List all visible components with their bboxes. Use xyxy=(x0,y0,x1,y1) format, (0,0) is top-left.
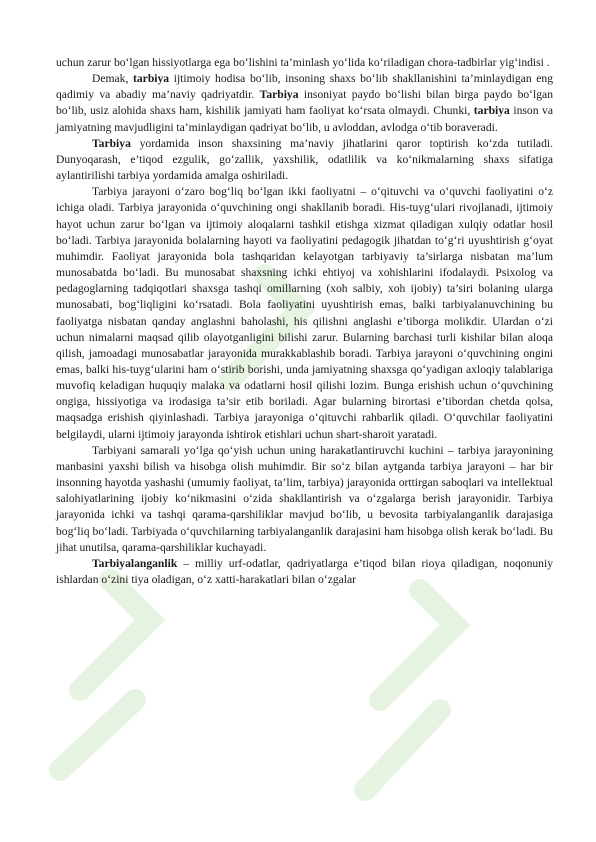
document-body xyxy=(56,55,553,588)
text-run: Demak, xyxy=(92,72,134,86)
paragraph xyxy=(56,136,553,184)
text-run: ijtimoiy hodisa bo‘lib, insoning shaxs bo‘lib shakllanishini ta’minlaydigan eng qadimiy va abadiy ma’naviy qadriyatdir. xyxy=(56,72,554,102)
paragraph xyxy=(56,184,553,443)
text-run: uchun zarur bo‘lgan hissiyotlarga ega bo‘lishini ta’minlash yo‘lida ko‘riladigan chora-tadbirlar yig‘indisi . xyxy=(56,56,550,69)
text-run: Tarbiyani samarali yo‘lga qo‘yish uchun uning harakatlantiruvchi kuchini – tarbiya jarayonining manbasini yaxshi bilish va hisobga olish muhimdir. Bir so‘z bilan aytganda tarbiya jarayoni – har bir insonning hayotda yashashi (umumiy faoliyat, ta’lim, tarbiya) jarayonida orttirgan saboqlari va intellektual salohiyatlarining ijobiy ko‘nikmasini o‘zida shakllantirish va o‘zgalarga berish jarayonidir. Tarbiya jarayonida ichki va tashqi qarama-qarshiliklar mavjud bo‘lib, u bevosita tarbiyalanganlik darajasiga bog‘liq bo‘ladi. Tarbiyada o‘quvchilarning tarbiyalanganlik darajasini ham hisobga olish kerak bo‘ladi. Bu jihat unutilsa, qarama-qarshiliklar kuchayadi. xyxy=(56,443,553,554)
bold-term: Tarbiya xyxy=(92,136,131,150)
bold-term: tarbiya xyxy=(133,72,170,86)
text-run: Tarbiya jarayoni o‘zaro bog‘liq bo‘lgan ikki faoliyatni – o‘qituvchi va o‘quvchi faoliyatini o‘z ichiga oladi. Tarbiya jarayonida o‘quvchining ongi shakllanib boradi. His-tuyg‘ulari rivojlanadi, ijtimoiy hayot uchun zarur bo‘lgan va ijtimoiy aloqalarni tashkil etishga xizmat qiladigan xulqiy odatlar hosil bo‘ladi. Tarbiya jarayonida bolalarning hayoti va faoliyatini pedagogik jihatdan to‘g‘ri uyushtirish g‘oyat muhimdir. Faoliyat jarayonida bola tashqaridan kelayotgan tarbiyaviy ta’sirlarga nisbatan ma’lum munosabatda bo‘ladi. Bu munosabat shaxsning ichki ehtiyoj va xohishlarini ifodalaydi. Psixolog va pedagoglarning tadqiqotlari shaxsga tashqi omillarning (xoh salbiy, xoh ijobiy) ta’siri bolaning ularga munosabati, bog‘liqligini ko‘rsatadi. Bola faoliyatini uyushtirish emas, balki tarbiyalanuvchining bu faoliyatga nisbatan qanday anglashni baholashi, his qilishni anglashi e’tiborga molikdir. Ulardan o‘zi uchun nimalarni maqsad qilib olayotganligini bilishi zarur. Bularning barchasi turli kishilar bilan aloqa qilish, jamoadagi munosabatlar jarayonida murakkablashib boradi. Tarbiya jarayoni o‘quvchining ongini emas, balki his-tuyg‘ularini ham o‘stirib borishi, unda jamiyatning shaxsga qo‘yadigan axloqiy talablariga muvofiq keladigan huquqiy malaka va odatlarni hosil qilishi lozim. Bunga erishish uchun o‘quvchining ongiga, hissiyotiga va irodasiga ta’sir etib boriladi. Agar bularning birortasi e’tibordan chetda qolsa, maqsadga erishish qiyinlashadi. Tarbiya jarayoniga o‘qituvchi rahbarlik qiladi. O‘quvchilar faoliyatini belgilaydi, ularni ijtimoiy jarayonda ishtirok etishlari uchun shart-sharoit yaratadi. xyxy=(56,185,553,441)
text-run: – milliy urf-odatlar, qadriyatlarga e’tiqod bilan rioya qiladigan, noqonuniy ishlardan o‘zini tiya oladigan, o‘z xatti-harakatlari bilan o‘zgalar xyxy=(56,556,553,586)
paragraph xyxy=(56,71,553,136)
paragraph xyxy=(56,55,553,71)
paragraph xyxy=(56,556,553,588)
text-run: inson va jamiyatning mavjudligini ta’minlaydigan qadriyat bo‘lib, u avloddan, avlodga o‘tib boraveradi. xyxy=(56,104,553,134)
paragraph xyxy=(56,443,553,556)
bold-term: Tarbiyalanganlik xyxy=(92,556,178,570)
text-run: yordamida inson shaxsining ma’naviy jihatlarini qaror toptirish ko‘zda tutiladi. Dunyoqarash, e’tiqod ezgulik, go‘zallik, yaxshilik, odatlilik va ko‘nikmalarning shaxs sifatiga aylantirilishi tarbiya yordamida amalga oshiriladi. xyxy=(56,136,553,183)
bold-term: Tarbiya xyxy=(259,88,299,102)
bold-term: tarbiya xyxy=(473,104,510,118)
text-run: insoniyat paydo bo‘lishi bilan birga paydo bo‘lgan bo‘lib, usiz alohida shaxs ham, kishilik jamiyati ham faoliyat ko‘rsata olmaydi. Chunki, xyxy=(56,88,553,118)
